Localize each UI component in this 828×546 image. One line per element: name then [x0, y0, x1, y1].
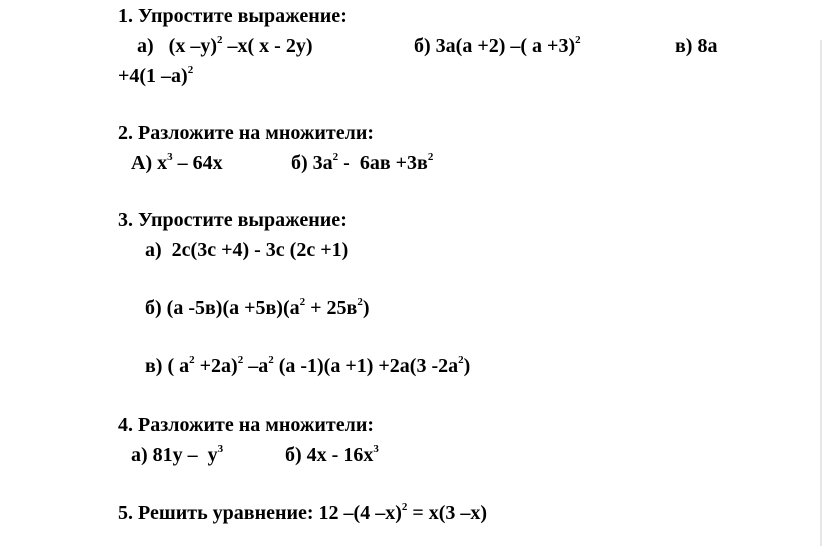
task-2-heading: 2. Разложите на множители:: [118, 122, 375, 144]
task-5: [118, 501, 487, 525]
task-2b-label: б): [291, 152, 308, 174]
task-1b-label: б): [414, 35, 431, 57]
task-4b: [285, 443, 379, 467]
task-3-heading: 3. Упростите выражение:: [118, 209, 347, 231]
task-3a-expr: 2с(3с +4) - 3с (2с +1): [171, 239, 349, 261]
task-2a-label: А): [131, 152, 153, 174]
task-4b-expr: $4х - 16х^3$: [306, 443, 379, 466]
task-1a-label: а): [137, 35, 154, 57]
task-3c-label: в): [145, 355, 163, 377]
task-1a-expr: (х –у)$^2$ –х( х - 2у): [168, 34, 313, 57]
task-4a-label: а): [131, 444, 148, 466]
task-2a: [131, 151, 223, 175]
task-1c: [675, 34, 717, 58]
task-3c-expr: ( $а^2 +2а)^2$ $-а^2$ (а -1)(а +1) +2а(3 $-2а^2$): [167, 354, 471, 377]
task-1c-label: в): [675, 35, 693, 57]
task-4a-expr: $81у - у^3$: [152, 443, 224, 466]
task-2b-expr: $3а^2 - 6ав +3в^2$: [312, 151, 434, 174]
task-3b: [145, 296, 370, 320]
task-1c-expr-line1: 8а: [697, 35, 718, 57]
task-2b: [291, 151, 433, 175]
task-1b: [414, 34, 581, 58]
task-1a: [137, 34, 312, 58]
task-3b-label: б): [145, 297, 162, 319]
task-4a: [131, 443, 223, 467]
task-3a: [145, 238, 348, 262]
page-edge-divider: [820, 40, 822, 546]
task-1-heading: 1. Упростите выражение:: [118, 5, 347, 27]
task-4-heading: 4. Разложите на множители:: [118, 414, 375, 436]
task-2a-expr: $х^3 - 64х$: [157, 151, 223, 174]
task-1c-expr-line2: +4(1 –а)$^2$: [118, 64, 194, 87]
task-3b-expr: (а $-5в)(а +5в)(а^2 + 25в^2)$: [166, 296, 370, 319]
task-1b-expr: 3а(а +2) –( а +3)$^2$: [435, 34, 581, 57]
task-3c: [145, 354, 470, 378]
task-5-heading: 5. Решить уравнение:: [118, 502, 314, 524]
task-4b-label: б): [285, 444, 302, 466]
task-3a-label: а): [145, 239, 162, 261]
task-5-expr: 12 –(4 –х)$^2$ = х(3 –х): [318, 501, 488, 524]
